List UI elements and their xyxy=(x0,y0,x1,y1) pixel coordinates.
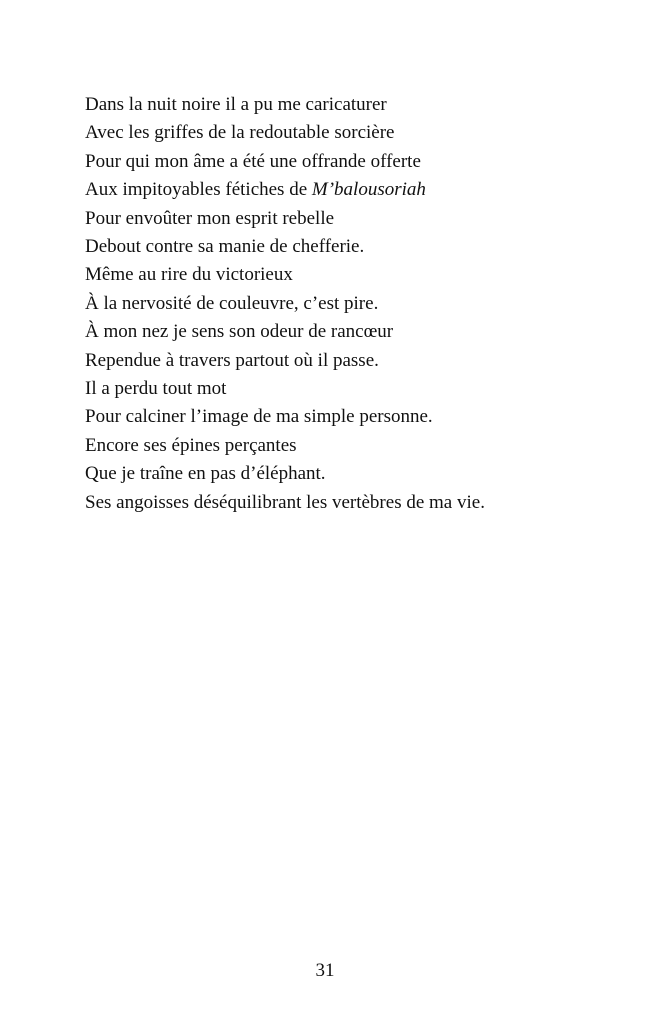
poem-line: Pour calciner l’image de ma simple personne. xyxy=(85,406,433,428)
poem-line: Ses angoisses déséquilibrant les vertèbres de ma vie. xyxy=(85,491,485,513)
poem-line: À la nervosité de couleuvre, c’est pire. xyxy=(85,292,379,314)
poem-line: Rependue à travers partout où il passe. xyxy=(85,349,379,371)
poem-line: Même au rire du victorieux xyxy=(85,264,293,286)
poem-italic-name: M’balousoriah xyxy=(311,179,426,201)
poem-stanza xyxy=(85,91,485,517)
poem-line: Encore ses épines perçantes xyxy=(85,434,297,456)
poem-line: Dans la nuit noire il a pu me caricaturer xyxy=(85,94,387,115)
poem-line: Que je traîne en pas d’éléphant. xyxy=(85,463,326,485)
poem-line: À mon nez je sens son odeur de rancœur xyxy=(85,321,394,343)
poem-line: Pour qui mon âme a été une offrande offerte xyxy=(85,150,421,172)
page-number: 31 xyxy=(315,960,335,981)
poem-line: Avec les griffes de la redoutable sorcière xyxy=(85,122,395,144)
poem-line: Debout contre sa manie de chefferie. xyxy=(85,236,365,258)
poem-line: Il a perdu tout mot xyxy=(85,378,227,400)
poem-line: Pour envoûter mon esprit rebelle xyxy=(85,207,335,229)
poem-line-text: Aux impitoyables fétiches de xyxy=(85,179,312,201)
poem-line xyxy=(85,176,485,204)
